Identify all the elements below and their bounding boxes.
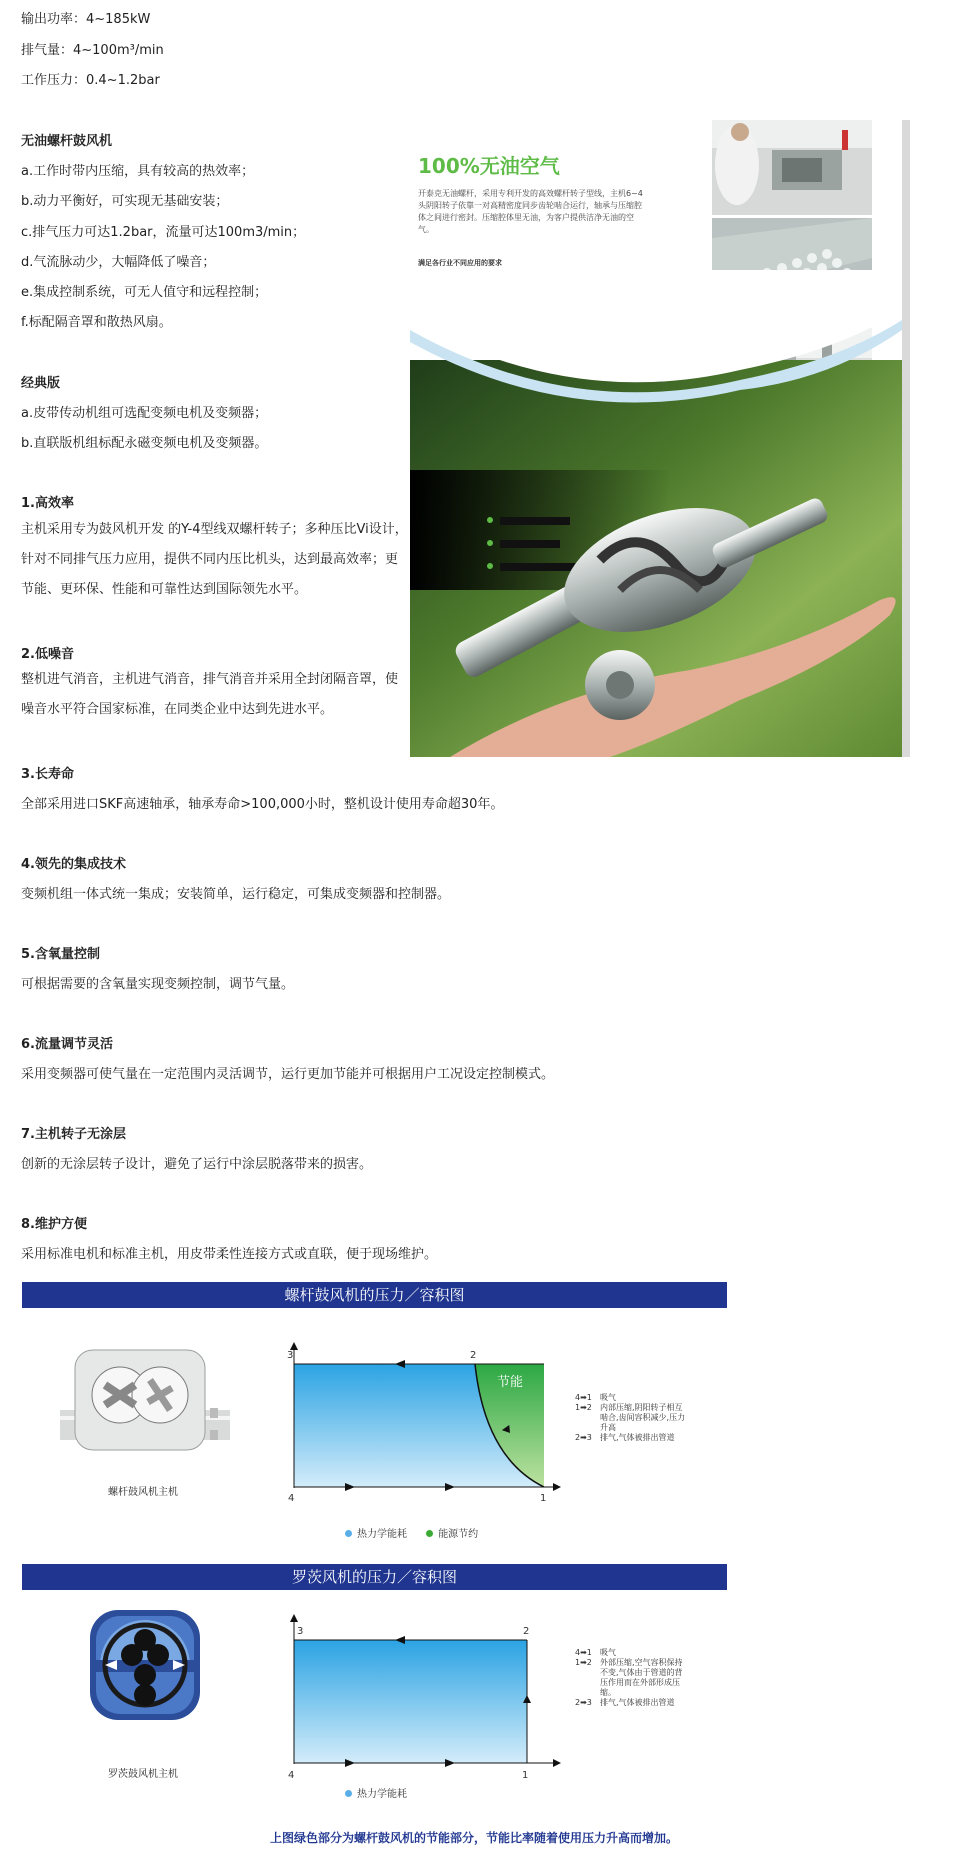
feature-title: 5.含氧量控制 [21,947,100,962]
step-text: 排气,气体被排出管道 [600,1433,675,1442]
point-label: 1 [522,1770,529,1781]
screw-machine-label: 螺杆鼓风机主机 [108,1487,178,1498]
brochure-title: 100%无油空气 [418,154,560,178]
classic-item: a.皮带传动机组可选配变频电机及变频器； [21,406,268,421]
point-label: 2 [470,1350,477,1361]
point-label: 2 [523,1626,530,1637]
feature-text: 采用标准电机和标准主机，用皮带柔性连接方式或直联，便于现场维护。 [21,1247,438,1262]
oil-free-item: d.气流脉动少，大幅降低了噪音； [21,255,216,270]
step-row [575,1403,690,1433]
brochure-text: 开泰克无油螺杆，采用专利开发的高效螺杆转子型线，主机6~4 头阴阳转子依靠一对高精密度同步齿轮啮合运行，轴承与压缩腔体之间进行密封。压缩腔体里无油，为客户提供洁净无油的空气。 [418,189,643,234]
step-row [575,1433,690,1443]
step-text: 吸气 [600,1393,616,1402]
roots-chart-header: 罗茨风机的压力／容积图 [22,1564,727,1590]
legend-label: 能源节约 [438,1529,479,1540]
point-label: 3 [287,1350,294,1361]
feature-text: 整机进气消音，主机进气消音，排气消音并采用全封闭隔音罩，使噪音水平符合国家标准，在同类企业中达到先进水平。 [21,672,399,717]
screw-legend [345,1525,478,1540]
screw-pv-diagram [285,1338,575,1518]
feature-text: 采用变频器可使气量在一定范围内灵活调节，运行更加节能并可根据用户工况设定控制模式。 [21,1067,555,1082]
step-arrow: 2➡3 [575,1698,592,1707]
oil-free-item: c.排气压力可达1.2bar，流量可达100m3/min； [21,225,306,240]
step-row [575,1698,690,1708]
step-arrow: 4➡1 [575,1648,592,1657]
classic-title: 经典版 [21,376,61,391]
feature-title: 3.长寿命 [21,767,74,782]
step-text: 吸气 [600,1648,616,1657]
point-label: 1 [540,1493,547,1504]
brochure-edge [902,120,910,757]
roots-pv-diagram [285,1610,575,1790]
feature-text: 主机采用专为鼓风机开发 的Y-4型线双螺杆转子；多种压比Vi设计，针对不同排气压力应用，提供不同内压比机头，达到最高效率；更节能、更环保、性能和可靠性达到国际领先水平。 [21,522,408,597]
screw-chart-header: 螺杆鼓风机的压力／容积图 [22,1282,727,1308]
legend-dot-blue [345,1530,352,1537]
point-label: 4 [288,1493,295,1504]
rotor-in-hand-image [410,270,902,757]
spec-power: 输出功率：4~185kW [21,12,151,27]
feature-title: 4.领先的集成技术 [21,857,126,872]
feature-title: 1.高效率 [21,496,74,511]
oil-free-title: 无油螺杆鼓风机 [21,134,113,149]
legend-label: 热力学能耗 [357,1529,407,1540]
step-arrow: 4➡1 [575,1393,592,1402]
lab-photo [712,120,872,215]
step-row [575,1658,690,1698]
thermo-energy-area [294,1640,527,1763]
feature-title: 6.流量调节灵活 [21,1037,113,1052]
oil-free-item: f.标配隔音罩和散热风扇。 [21,315,172,330]
spec-displacement: 排气量：4~100m³/min [21,43,164,58]
brochure-note: 满足各行业不同应用的要求 [418,259,502,267]
screw-steps [575,1393,690,1443]
step-arrow: 2➡3 [575,1433,592,1442]
legend-label: 热力学能耗 [357,1789,407,1800]
roots-steps [575,1648,690,1708]
brochure-image [410,120,910,757]
step-text: 排气,气体被排出管道 [600,1698,675,1707]
roots-machine-label: 罗茨鼓风机主机 [108,1769,178,1780]
oil-free-item: e.集成控制系统，可无人值守和远程控制； [21,285,268,300]
step-row [575,1393,690,1403]
feature-text: 创新的无涂层转子设计，避免了运行中涂层脱落带来的损害。 [21,1157,373,1172]
legend-dot-green [426,1530,433,1537]
feature-text: 变频机组一体式统一集成；安装简单，运行稳定，可集成变频器和控制器。 [21,887,451,902]
step-text: 外部压缩,空气容积保持不变,气体由于管道的背压作用而在外部形成压缩。 [600,1658,683,1697]
oil-free-item: a.工作时带内压缩，具有较高的热效率； [21,164,255,179]
feature-title: 8.维护方便 [21,1217,87,1232]
spec-pressure: 工作压力：0.4~1.2bar [21,73,160,88]
step-arrow: 1➡2 [575,1658,592,1667]
saving-label: 节能 [497,1375,524,1390]
classic-item: b.直联版机组标配永磁变频电机及变频器。 [21,436,268,451]
feature-text: 全部采用进口SKF高速轴承，轴承寿命>100,000小时，整机设计使用寿命超30年。 [21,797,504,812]
footer-note: 上图绿色部分为螺杆鼓风机的节能部分，节能比率随着使用压力升高而增加。 [270,1831,679,1845]
step-arrow: 1➡2 [575,1403,592,1412]
feature-text: 可根据需要的含氧量实现变频控制，调节气量。 [21,977,295,992]
step-text: 内部压缩,阴阳转子相互啮合,齿间容积减少,压力升高 [600,1403,686,1432]
feature-title: 2.低噪音 [21,647,74,662]
point-label: 3 [297,1626,304,1637]
oil-free-item: b.动力平衡好，可实现无基础安装； [21,194,229,209]
roots-blower-image [90,1610,200,1720]
roots-legend [345,1785,407,1800]
step-row [575,1648,690,1658]
feature-title: 7.主机转子无涂层 [21,1127,126,1142]
legend-dot-blue [345,1790,352,1797]
screw-blower-image [60,1330,230,1460]
point-label: 4 [288,1770,295,1781]
